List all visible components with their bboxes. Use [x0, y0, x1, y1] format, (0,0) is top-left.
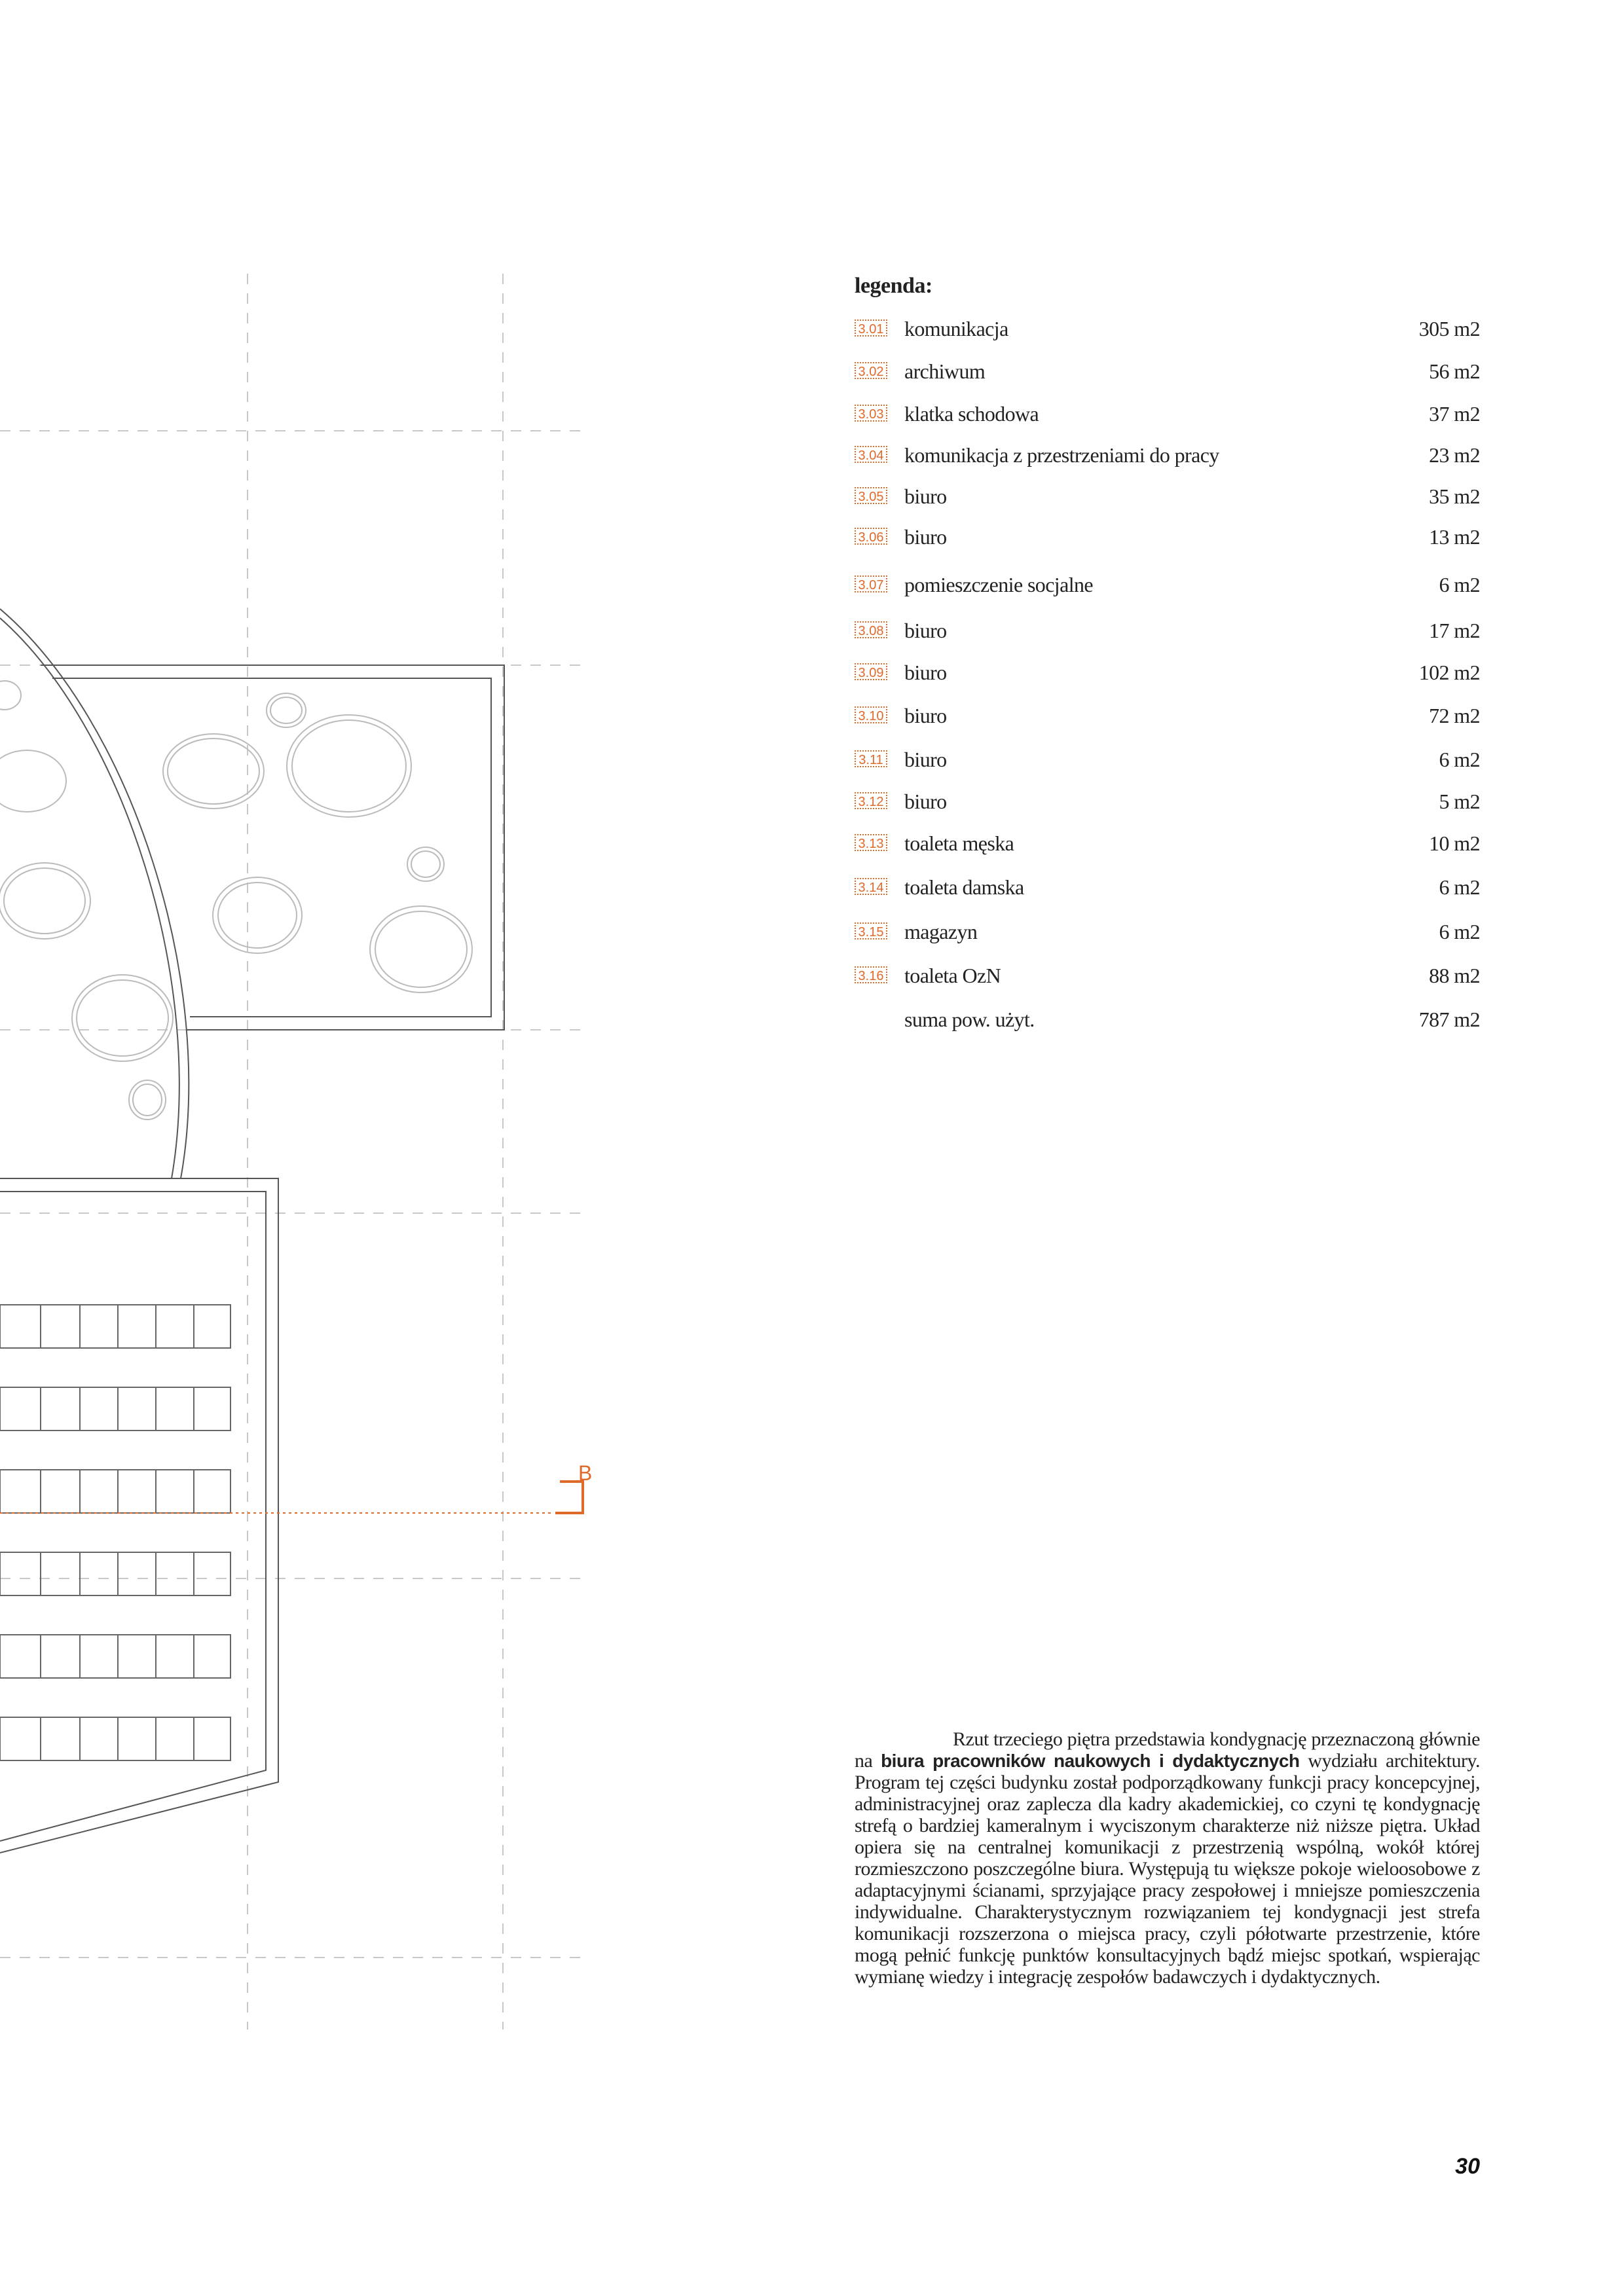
- room-code: 3.16: [855, 966, 887, 983]
- total-area: 787 m2: [1418, 1008, 1480, 1031]
- legend-row: [855, 314, 1480, 343]
- room-code: 3.14: [855, 878, 887, 895]
- room-name: toaleta OzN: [904, 964, 1001, 987]
- room-code: 3.04: [855, 446, 887, 463]
- room-area: 56 m2: [1429, 359, 1480, 383]
- room-name: biuro: [904, 790, 947, 813]
- room-name: biuro: [904, 661, 947, 684]
- room-area: 72 m2: [1429, 704, 1480, 727]
- room-code: 3.06: [855, 528, 887, 545]
- room-name: biuro: [904, 525, 947, 549]
- legend-row: [855, 787, 1480, 816]
- legend-row: [855, 482, 1480, 511]
- legend-title: legenda:: [855, 274, 932, 298]
- legend-row: [855, 522, 1480, 551]
- office-block-lower: [0, 1178, 278, 1853]
- room-name: biuro: [904, 484, 947, 508]
- grid-lines: [0, 274, 589, 2030]
- room-area: 6 m2: [1439, 920, 1480, 943]
- legend-row: [855, 570, 1480, 599]
- room-name: toaleta damska: [904, 875, 1024, 899]
- room-name: komunikacja z przestrzeniami do pracy: [904, 443, 1219, 467]
- floor-plan-drawing: [0, 0, 655, 2296]
- office-block-upper: [41, 665, 504, 1030]
- room-area: 6 m2: [1439, 875, 1480, 899]
- room-code: 3.09: [855, 663, 887, 680]
- legend-row: [855, 658, 1480, 687]
- legend-row: [855, 829, 1480, 858]
- room-code: 3.12: [855, 792, 887, 809]
- furniture-ellipses: [0, 681, 472, 1120]
- room-name: klatka schodowa: [904, 402, 1039, 426]
- desk-rows: [0, 1305, 231, 1760]
- room-area: 102 m2: [1418, 661, 1480, 684]
- room-code: 3.15: [855, 922, 887, 939]
- room-name: biuro: [904, 748, 947, 771]
- room-name: archiwum: [904, 359, 986, 383]
- room-code: 3.11: [855, 750, 887, 767]
- legend-row: [855, 961, 1480, 990]
- description-text-end: wydziału architektury. Program tej części budynku został podporządkowany funkcji pracy koncepcyjnej, administracyjnej oraz zaplecza dla kadry akademickiej, co czyni tę kondygnację strefą o bardziej kameralnym i wyciszonym charakterze niż niższe piętra. Układ opiera się na centralnej komunikacji z przestrzenią wspólną, wokół której rozmieszczono poszczególne biura. Występują tu większe pokoje wieloosobowe z adaptacyjnymi ścianami, sprzyjające pracy zespołowej i mniejsze pomieszczenia indywidualne. Charakterystycznym rozwiązaniem tej kondygnacji jest strefa komunikacji rozszerzona o miejsca pracy, czyli półotwarte przestrzenie, które mogą pełnić funkcję punktów konsultacyjnych bądź miejsc spotkań, wspierając wymianę wiedzy i integrację zespołów badawczych i dydaktycznych.: [855, 1750, 1480, 1988]
- section-cut-line: [0, 1482, 583, 1513]
- description-emphasis: biura pracowników naukowych i dydaktycznych: [881, 1751, 1300, 1771]
- legend-row: [855, 399, 1480, 428]
- room-name: komunikacja: [904, 317, 1008, 340]
- legend-row: [855, 616, 1480, 645]
- room-area: 5 m2: [1439, 790, 1480, 813]
- legend-row: [855, 441, 1480, 469]
- description-paragraph: [855, 1728, 1480, 1988]
- room-code: 3.10: [855, 706, 887, 723]
- legend-row: [855, 873, 1480, 902]
- room-name: magazyn: [904, 920, 978, 943]
- room-area: 35 m2: [1429, 484, 1480, 508]
- room-area: 23 m2: [1429, 443, 1480, 467]
- section-marker-label: B: [578, 1461, 593, 1485]
- room-area: 17 m2: [1429, 619, 1480, 642]
- room-area: 6 m2: [1439, 573, 1480, 596]
- room-name: toaleta męska: [904, 831, 1014, 855]
- room-area: 6 m2: [1439, 748, 1480, 771]
- room-code: 3.02: [855, 362, 887, 379]
- room-code: 3.01: [855, 319, 887, 337]
- room-code: 3.05: [855, 487, 887, 504]
- legend-row: [855, 745, 1480, 774]
- legend-row: [855, 701, 1480, 730]
- room-name: biuro: [904, 619, 947, 642]
- room-area: 37 m2: [1429, 402, 1480, 426]
- description-text-start: Rzut trzeciego piętra przedstawia kondygnację przeznaczoną głównie na: [855, 1728, 1480, 1772]
- room-area: 10 m2: [1429, 831, 1480, 855]
- legend-total-row: [855, 1005, 1480, 1034]
- page-number: 30: [1455, 2154, 1480, 2179]
- room-code: 3.13: [855, 834, 887, 851]
- room-area: 88 m2: [1429, 964, 1480, 987]
- legend-row: [855, 917, 1480, 946]
- total-label: suma pow. użyt.: [904, 1008, 1035, 1031]
- room-name: biuro: [904, 704, 947, 727]
- room-area: 13 m2: [1429, 525, 1480, 549]
- legend: [855, 274, 1480, 1031]
- room-area: 305 m2: [1418, 317, 1480, 340]
- room-code: 3.07: [855, 575, 887, 592]
- room-code: 3.03: [855, 405, 887, 422]
- room-code: 3.08: [855, 621, 887, 638]
- legend-row: [855, 357, 1480, 386]
- room-name: pomieszczenie socjalne: [904, 573, 1093, 596]
